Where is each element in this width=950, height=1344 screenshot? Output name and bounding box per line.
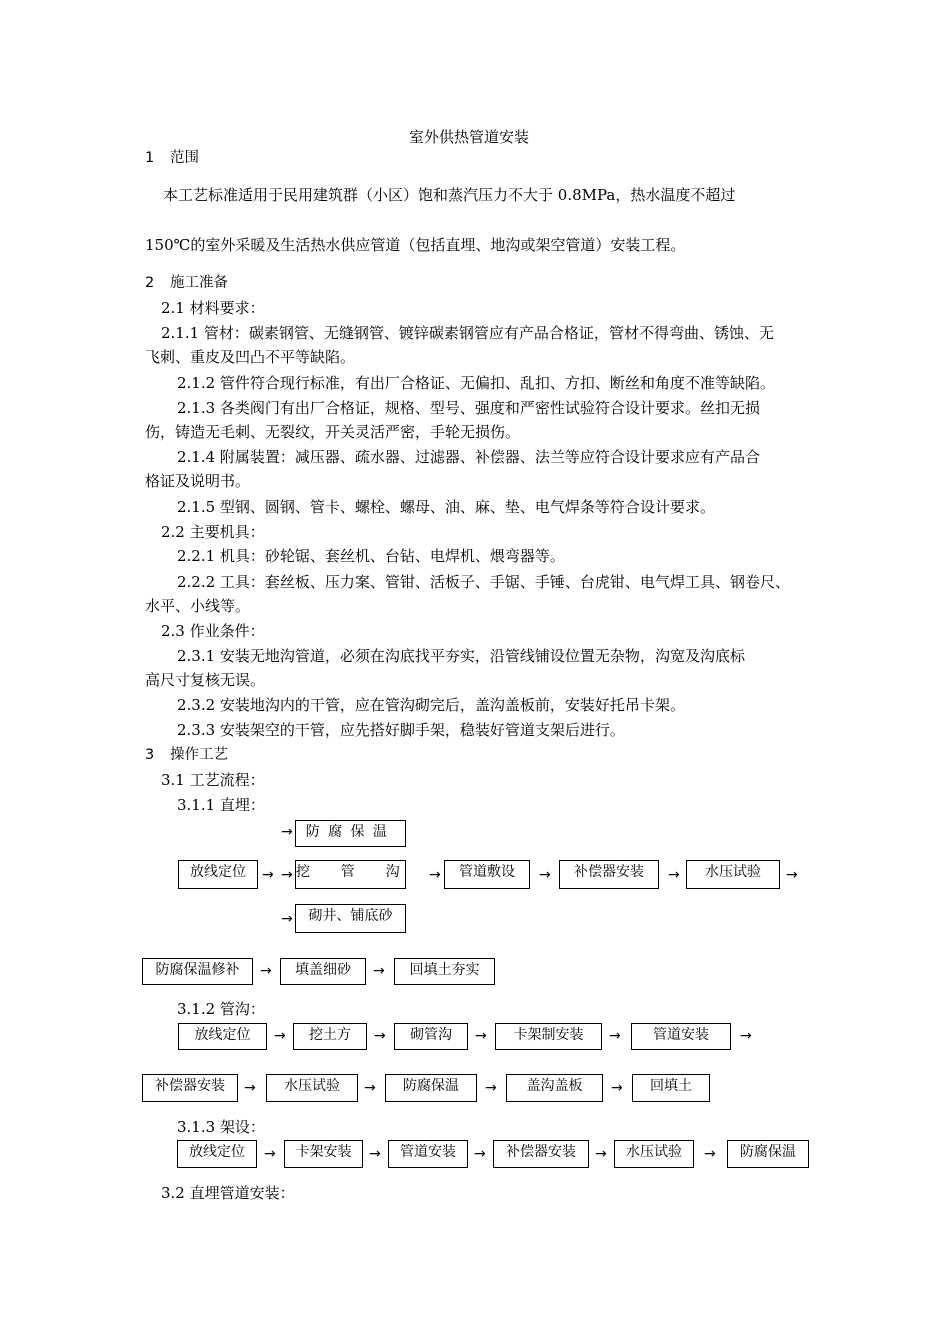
- paragraph-line: 2.1.5 型钢、圆钢、管卡、螺栓、螺母、油、麻、垫、电气焊条等符合设计要求。: [177, 498, 715, 516]
- flow-step: 补偿器安装: [142, 1074, 238, 1102]
- flow-step: 回填土夯实: [394, 958, 495, 985]
- flow-step: 挖土方: [293, 1023, 367, 1050]
- section-2-number: 2: [145, 275, 155, 291]
- arrow-icon: →: [485, 1080, 497, 1096]
- flow-step: 砌管沟: [394, 1023, 468, 1050]
- flow-step: 补偿器安装: [559, 860, 659, 889]
- paragraph-line: 150℃的室外采暖及生活热水供应管道（包括直埋、地沟或架空管道）安装工程。: [145, 236, 686, 254]
- page-title: 室外供热管道安装: [409, 128, 530, 146]
- paragraph-line: 2.1.4 附属装置：减压器、疏水器、过滤器、补偿器、法兰等应符合设计要求应有产品合: [177, 448, 760, 466]
- arrow-icon: →: [740, 1028, 752, 1044]
- arrow-icon: →: [244, 1080, 256, 1096]
- section-3-number: 3: [145, 747, 155, 763]
- arrow-icon: →: [609, 1028, 621, 1044]
- arrow-icon: →: [281, 824, 293, 840]
- arrow-icon: →: [475, 1028, 487, 1044]
- arrow-icon: →: [364, 1080, 376, 1096]
- arrow-icon: →: [474, 1146, 486, 1162]
- paragraph-line: 2.1.1 管材：碳素钢管、无缝钢管、镀锌碳素钢管应有产品合格证，管材不得弯曲、锈蚀、无: [161, 324, 774, 342]
- paragraph-line: 2.3.2 安装地沟内的干管，应在管沟砌完后，盖沟盖板前，安装好托吊卡架。: [177, 696, 685, 714]
- arrow-icon: →: [373, 963, 385, 979]
- subheading: 3.1 工艺流程：: [161, 771, 265, 789]
- section-1-heading: 范围: [170, 150, 199, 166]
- flow-step: 填盖细砂: [280, 958, 366, 985]
- flow-step: 放线定位: [177, 1140, 257, 1168]
- flow-step: 砌井、铺底砂: [295, 904, 406, 933]
- arrow-icon: →: [611, 1080, 623, 1096]
- paragraph-line: 2.1.3 各类阀门有出厂合格证，规格、型号、强度和严密性试验符合设计要求。丝扣无损: [177, 399, 760, 417]
- subheading: 2.1 材料要求：: [161, 299, 265, 317]
- flow-step: 防腐保温: [727, 1140, 809, 1168]
- section-1-number: 1: [145, 150, 155, 166]
- paragraph-line: 水平、小线等。: [145, 597, 251, 615]
- arrow-icon: →: [262, 867, 274, 883]
- subheading: 3.1.1 直埋：: [177, 796, 265, 814]
- flow-step: 回填土: [632, 1074, 710, 1102]
- flow-step: 卡架安装: [284, 1140, 363, 1168]
- flow-step: 水压试验: [266, 1074, 358, 1102]
- section-3-heading: 操作工艺: [170, 747, 228, 763]
- flow-step: 补偿器安装: [493, 1140, 589, 1168]
- paragraph-line: 2.1.2 管件符合现行标准，有出厂合格证、无偏扣、乱扣、方扣、断丝和角度不准等缺陷。: [177, 374, 775, 392]
- flow-step: 防腐保温修补: [142, 958, 253, 985]
- arrow-icon: →: [374, 1028, 386, 1044]
- paragraph-line: 2.2.2 工具：套丝板、压力案、管钳、活板子、手锯、手锤、台虎钳、电气焊工具、钢卷尺、: [177, 573, 790, 591]
- section-2-heading: 施工准备: [170, 275, 228, 291]
- arrow-icon: →: [786, 867, 798, 883]
- arrow-icon: →: [704, 1146, 716, 1162]
- arrow-icon: →: [369, 1146, 381, 1162]
- flow-step: 水压试验: [686, 860, 780, 889]
- paragraph-line: 2.3.1 安装无地沟管道，必须在沟底找平夯实，沿管线铺设位置无杂物，沟宽及沟底标: [177, 647, 745, 665]
- flow-step: 挖管沟: [295, 860, 406, 889]
- arrow-icon: →: [429, 867, 441, 883]
- flow-step: 管道敷设: [444, 860, 530, 889]
- subheading: 3.1.3 架设：: [177, 1118, 265, 1136]
- flow-step: 放线定位: [178, 1023, 267, 1050]
- paragraph-line: 伤，铸造无毛刺、无裂纹，开关灵活严密，手轮无损伤。: [145, 423, 521, 441]
- subheading: 3.2 直埋管道安装：: [161, 1184, 295, 1202]
- flow-step: 管道安装: [631, 1023, 731, 1050]
- flow-step: 水压试验: [614, 1140, 694, 1168]
- subheading: 2.3 作业条件：: [161, 622, 265, 640]
- arrow-icon: →: [264, 1146, 276, 1162]
- arrow-icon: →: [668, 867, 680, 883]
- paragraph-line: 飞刺、重皮及凹凸不平等缺陷。: [145, 348, 356, 366]
- arrow-icon: →: [281, 867, 293, 883]
- paragraph-line: 本工艺标准适用于民用建筑群（小区）饱和蒸汽压力不大于 0.8MPa，热水温度不超过: [163, 186, 736, 204]
- flow-step: 放线定位: [178, 860, 258, 889]
- flow-step: 防腐保温: [385, 1074, 477, 1102]
- flow-step: 防腐保温: [295, 820, 406, 847]
- flow-step: 管道安装: [388, 1140, 468, 1168]
- paragraph-line: 2.2.1 机具：砂轮锯、套丝机、台钻、电焊机、煨弯器等。: [177, 547, 565, 565]
- arrow-icon: →: [274, 1028, 286, 1044]
- subheading: 3.1.2 管沟：: [177, 1000, 265, 1018]
- arrow-icon: →: [260, 963, 272, 979]
- flow-step: 卡架制安装: [495, 1023, 602, 1050]
- paragraph-line: 高尺寸复核无误。: [145, 671, 266, 689]
- arrow-icon: →: [281, 911, 293, 927]
- subheading: 2.2 主要机具：: [161, 523, 265, 541]
- arrow-icon: →: [539, 867, 551, 883]
- flow-step: 盖沟盖板: [506, 1074, 603, 1102]
- arrow-icon: →: [595, 1146, 607, 1162]
- paragraph-line: 格证及说明书。: [145, 472, 251, 490]
- paragraph-line: 2.3.3 安装架空的干管，应先搭好脚手架，稳装好管道支架后进行。: [177, 721, 625, 739]
